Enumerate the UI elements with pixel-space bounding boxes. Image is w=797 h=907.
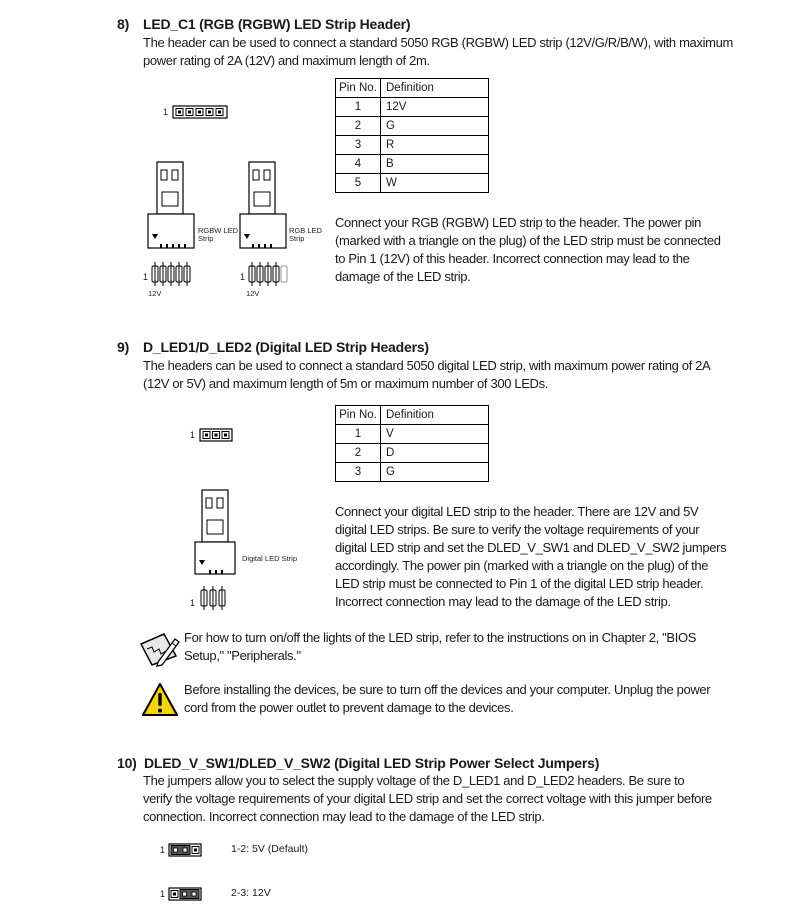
rgb-pins-icon xyxy=(246,262,292,286)
d-led-pin-table xyxy=(335,405,489,482)
note-text: For how to turn on/off the lights of the LED strip, refer to the instructions on in Chapter 2, "BIOS Setup," "Peripherals." xyxy=(184,630,697,663)
table-head-pin: Pin No. xyxy=(336,406,381,425)
table-header-row xyxy=(336,79,489,98)
table-head-definition: Definition xyxy=(381,406,489,425)
digital-led-plug-icon xyxy=(192,488,240,578)
section-8-title: LED_C1 (RGB (RGBW) LED Strip Header) xyxy=(143,16,411,32)
table-row: 3 G xyxy=(336,463,489,482)
digital-led-pin1-label: 1 xyxy=(190,598,196,608)
jumper-12v-label: 2-3: 12V xyxy=(231,887,271,899)
digital-led-pins-icon xyxy=(197,586,231,610)
table-head-pin: Pin No. xyxy=(336,79,381,98)
section-8-description: Connect your RGB (RGBW) LED strip to the header. The power pin (marked with a triangle on the plug) of the LED strip must be connected to Pin 1 (12V) of this header. Incorrect connection may lead to the damage of the LED strip. xyxy=(335,215,721,284)
section-9-description: Connect your digital LED strip to the header. There are 12V and 5V digital LED strips. Be sure to verify the voltage requirements of your digital LED strip and set the DLED_V_SW1 and DLED_V_SW2 jumpers accordingly. The power pin (marked with a triangle on the plug) of the LED strip must be connected to Pin 1 of the digital LED strip header. Incorrect connection may lead to the damage of the LED strip. xyxy=(335,504,727,609)
header-pin1-label: 1 xyxy=(163,107,169,117)
rgbw-volt-label: 12V xyxy=(148,289,162,298)
table-row: 1 V xyxy=(336,425,489,444)
rgbw-plug-label: RGBW LED Strip xyxy=(198,226,239,243)
table-row: 1 12V xyxy=(336,98,489,117)
table-head-definition: Definition xyxy=(381,79,489,98)
jumper-5v-label: 1-2: 5V (Default) xyxy=(231,843,309,855)
table-row: 3 R xyxy=(336,136,489,155)
jumper-5v-pin1-label: 1 xyxy=(160,845,166,855)
section-8-intro: The header can be used to connect a standard 5050 RGB (RGBW) LED strip (12V/G/R/B/W), with maximum power rating of 2A (12V) and maximum length of 2m. xyxy=(143,35,733,68)
table-row: 2 G xyxy=(336,117,489,136)
section-10-intro: The jumpers allow you to select the supply voltage of the D_LED1 and D_LED2 headers. Be sure to verify the voltage requirements of your digital LED strip and set the correct voltage with this jumper before connection. Incorrect connection may lead to the damage of the LED strip. xyxy=(143,773,712,824)
rgb-plug-icon xyxy=(237,160,289,252)
rgbw-plug-icon xyxy=(145,160,197,252)
section-10-title: DLED_V_SW1/DLED_V_SW2 (Digital LED Strip Power Select Jumpers) xyxy=(144,755,600,771)
warning-triangle-icon xyxy=(141,682,179,718)
table-row: 5 W xyxy=(336,174,489,193)
table-row: 2 D xyxy=(336,444,489,463)
rgb-pin1-label: 1 xyxy=(240,272,246,282)
led-c1-header-icon xyxy=(172,105,228,119)
d-led-header-icon xyxy=(199,428,233,442)
warning-text: Before installing the devices, be sure to turn off the devices and your computer. Unplug the power cord from the power outlet to prevent damage to the devices. xyxy=(184,682,711,715)
rgbw-pins-icon xyxy=(149,262,195,286)
section-10-number: 10) xyxy=(117,755,137,771)
rgb-volt-label: 12V xyxy=(246,289,260,298)
rgb-plug-label: RGB LED Strip xyxy=(289,226,322,243)
rgbw-pin1-label: 1 xyxy=(143,272,149,282)
table-row: 4 B xyxy=(336,155,489,174)
led-c1-pin-table xyxy=(335,78,489,193)
digital-led-plug-label: Digital LED Strip xyxy=(242,554,298,563)
jumper-5v-icon xyxy=(168,843,202,857)
section-9-number: 9) xyxy=(117,339,130,355)
section-9-title: D_LED1/D_LED2 (Digital LED Strip Headers) xyxy=(143,339,429,355)
section-9-intro: The headers can be used to connect a standard 5050 digital LED strip, with maximum power rating of 2A (12V or 5V) and maximum length of 5m or maximum number of 300 LEDs. xyxy=(143,358,711,391)
jumper-12v-icon xyxy=(168,887,202,901)
section-8-number: 8) xyxy=(117,16,130,32)
table-header-row xyxy=(336,406,489,425)
d-led-header-pin1-label: 1 xyxy=(190,430,196,440)
note-pencil-icon xyxy=(138,630,180,668)
jumper-12v-pin1-label: 1 xyxy=(160,889,166,899)
